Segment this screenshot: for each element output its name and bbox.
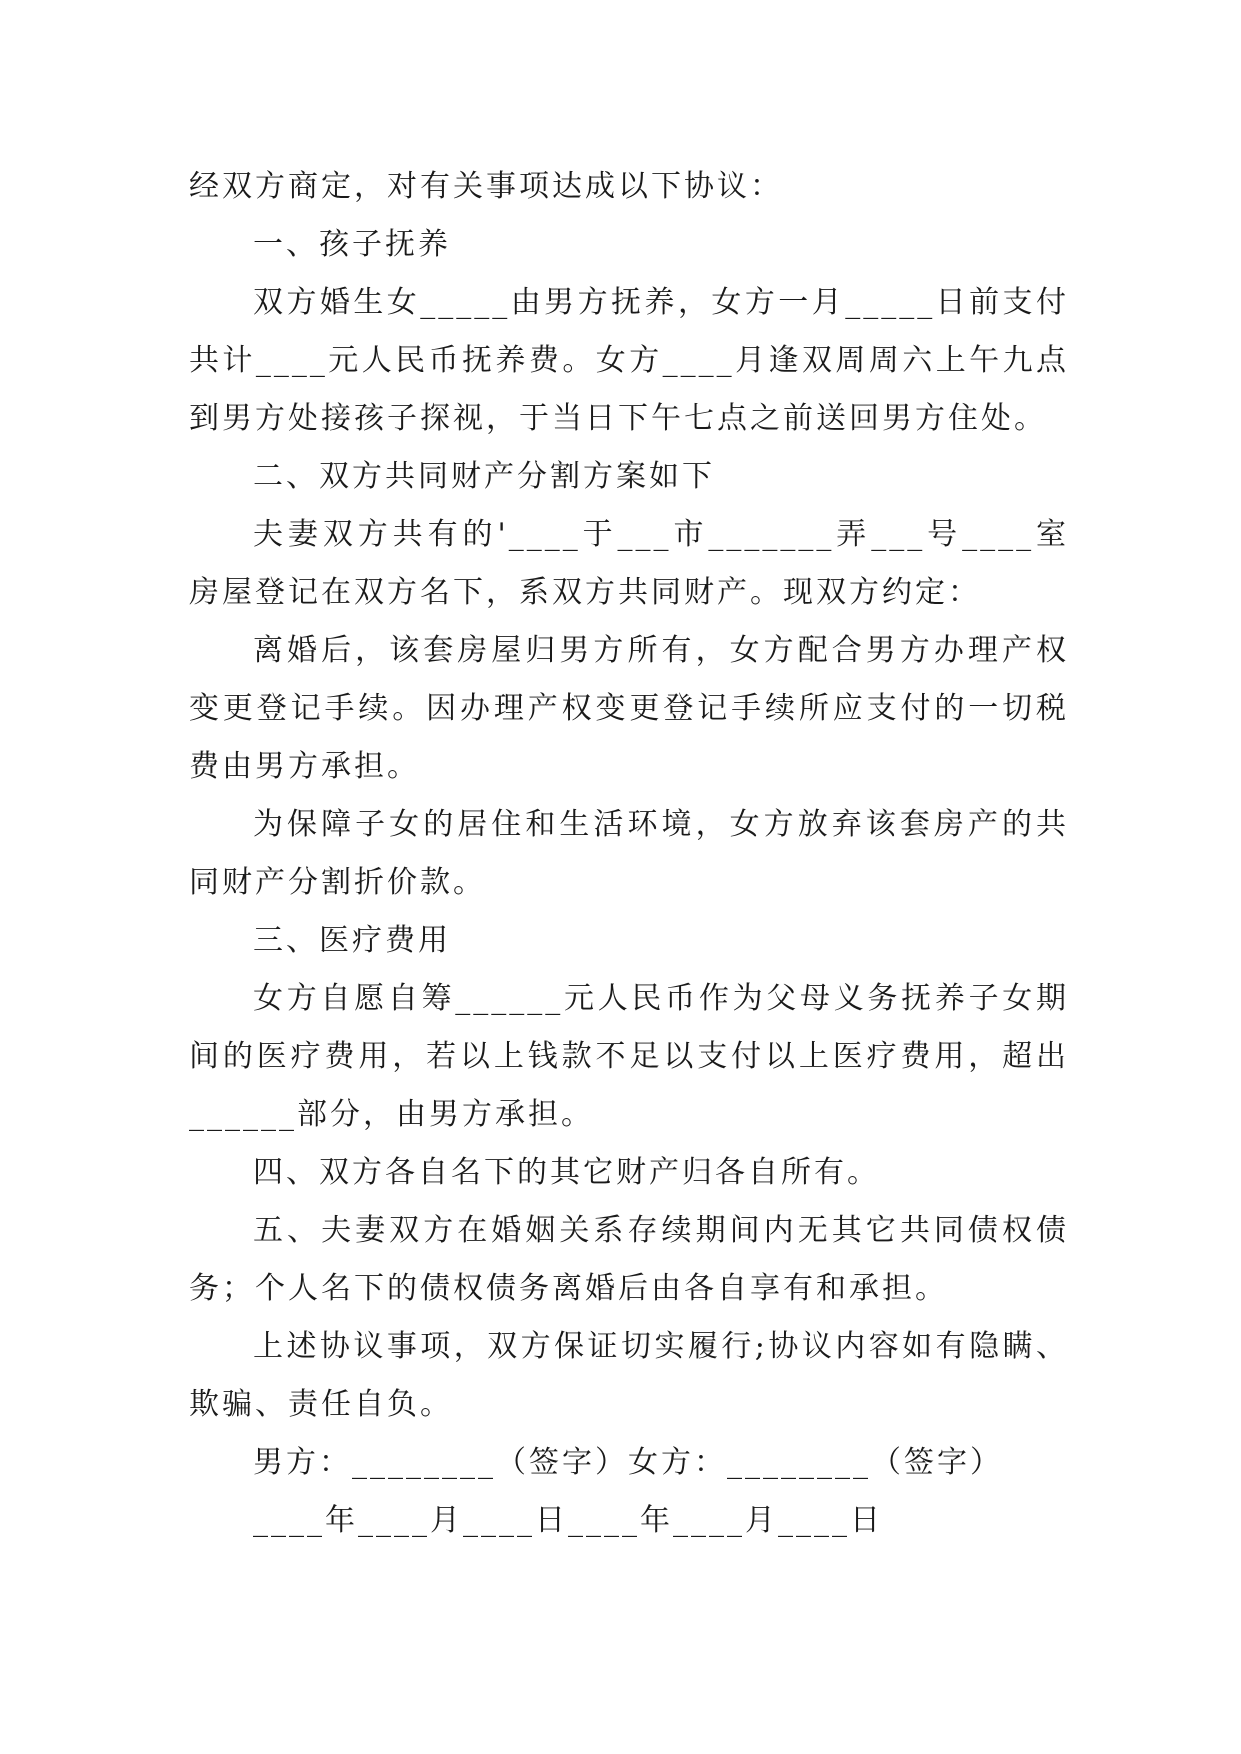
living-environment-paragraph: 为保障子女的居住和生活环境，女方放弃该套房产的共同财产分割折价款。 — [189, 807, 1069, 900]
section-heading-property-division: 二、双方共同财产分割方案如下 — [253, 459, 715, 494]
section-debts: 五、夫妻双方在婚姻关系存续期间内无其它共同债权债务；个人名下的债权债务离婚后由各自享有和承担。 — [189, 1213, 1069, 1306]
section-other-property: 四、双方各自名下的其它财产归各自所有。 — [253, 1155, 880, 1190]
guarantee-paragraph: 上述协议事项，双方保证切实履行;协议内容如有隐瞒、欺骗、责任自负。 — [189, 1329, 1069, 1422]
date-line: ____年____月____日____年____月____日 — [253, 1503, 883, 1538]
property-paragraph: 夫妻双方共有的'____于___市_______弄___号____室房屋登记在双方名下，系双方共同财产。现双方约定： — [189, 517, 1069, 610]
section-heading-child-custody: 一、孩子抚养 — [253, 227, 451, 262]
signature-line: 男方：________（签字）女方：________（签字） — [253, 1445, 1003, 1480]
section-heading-medical-expenses: 三、医疗费用 — [253, 923, 451, 958]
document-body — [189, 158, 1069, 1550]
medical-expenses-paragraph: 女方自愿自筹______元人民币作为父母义务抚养子女期间的医疗费用，若以上钱款不足以支付以上医疗费用，超出______部分，由男方承担。 — [189, 981, 1069, 1132]
child-custody-paragraph: 双方婚生女_____由男方抚养，女方一月_____日前支付共计____元人民币抚养费。女方____月逢双周周六上午九点到男方处接孩子探视，于当日下午七点之前送回男方住处。 — [189, 285, 1069, 436]
intro-paragraph: 经双方商定，对有关事项达成以下协议： — [189, 169, 783, 204]
house-ownership-paragraph: 离婚后，该套房屋归男方所有，女方配合男方办理产权变更登记手续。因办理产权变更登记手续所应支付的一切税费由男方承担。 — [189, 633, 1069, 784]
